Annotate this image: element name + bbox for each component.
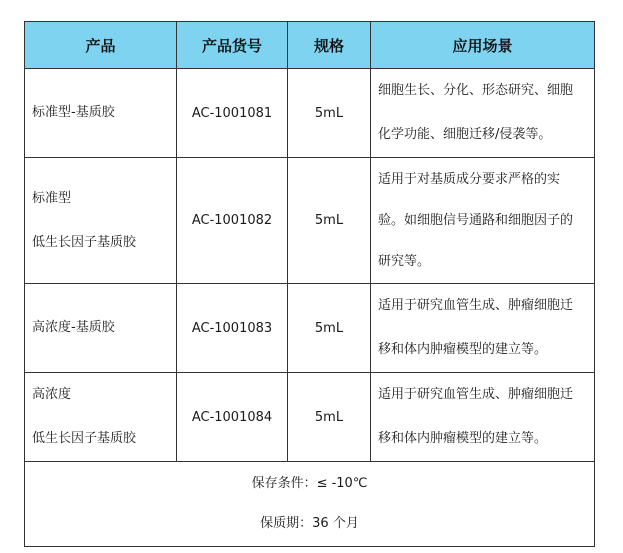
application-text: 适用于研究血管生成、肿瘤细胞迁 [378,387,574,402]
product-name: 高浓度 [32,387,72,402]
header-product: 产品 [25,22,177,69]
application-text: 化学功能、细胞迁移/侵袭等。 [378,127,552,142]
shelf-life: 保质期：36 个月 [260,516,359,531]
application-cell [371,69,595,158]
table-header-row [25,22,595,69]
product-name: 高浓度-基质胶 [32,320,115,335]
table-row [25,69,595,158]
header-product-code: 产品货号 [177,22,288,69]
product-name-cell [25,284,177,373]
footer-cell [25,462,595,547]
table-row [25,158,595,284]
product-code: AC-1001082 [177,158,288,284]
table-row [25,284,595,373]
product-name: 低生长因子基质胶 [32,234,137,250]
application-text: 移和体内肿瘤模型的建立等。 [378,431,548,446]
product-spec: 5mL [288,158,371,284]
application-text: 适用于研究血管生成、肿瘤细胞迁 [378,298,574,313]
application-cell [371,373,595,462]
application-cell [371,158,595,284]
product-name-cell [25,373,177,462]
product-spec: 5mL [288,284,371,373]
application-text: 细胞生长、分化、形态研究、细胞 [378,83,574,98]
application-text: 移和体内肿瘤模型的建立等。 [378,342,548,357]
product-name-cell [25,69,177,158]
table-footer-row [25,462,595,547]
product-name: 低生长因子基质胶 [32,431,137,446]
product-table [24,21,595,547]
application-text: 验。如细胞信号通路和细胞因子的 [378,213,574,228]
application-text: 适用于对基质成分要求严格的实 [378,172,561,187]
product-code: AC-1001084 [177,373,288,462]
product-name-cell [25,158,177,284]
product-spec: 5mL [288,373,371,462]
product-code: AC-1001083 [177,284,288,373]
storage-condition: 保存条件：≤ -10℃ [251,476,368,491]
application-cell [371,284,595,373]
header-spec: 规格 [288,22,371,69]
application-text: 研究等。 [378,254,431,269]
product-name: 标准型 [32,190,72,206]
product-spec: 5mL [288,69,371,158]
product-name: 标准型-基质胶 [32,105,115,120]
table-row [25,373,595,462]
product-code: AC-1001081 [177,69,288,158]
header-application: 应用场景 [371,22,595,69]
